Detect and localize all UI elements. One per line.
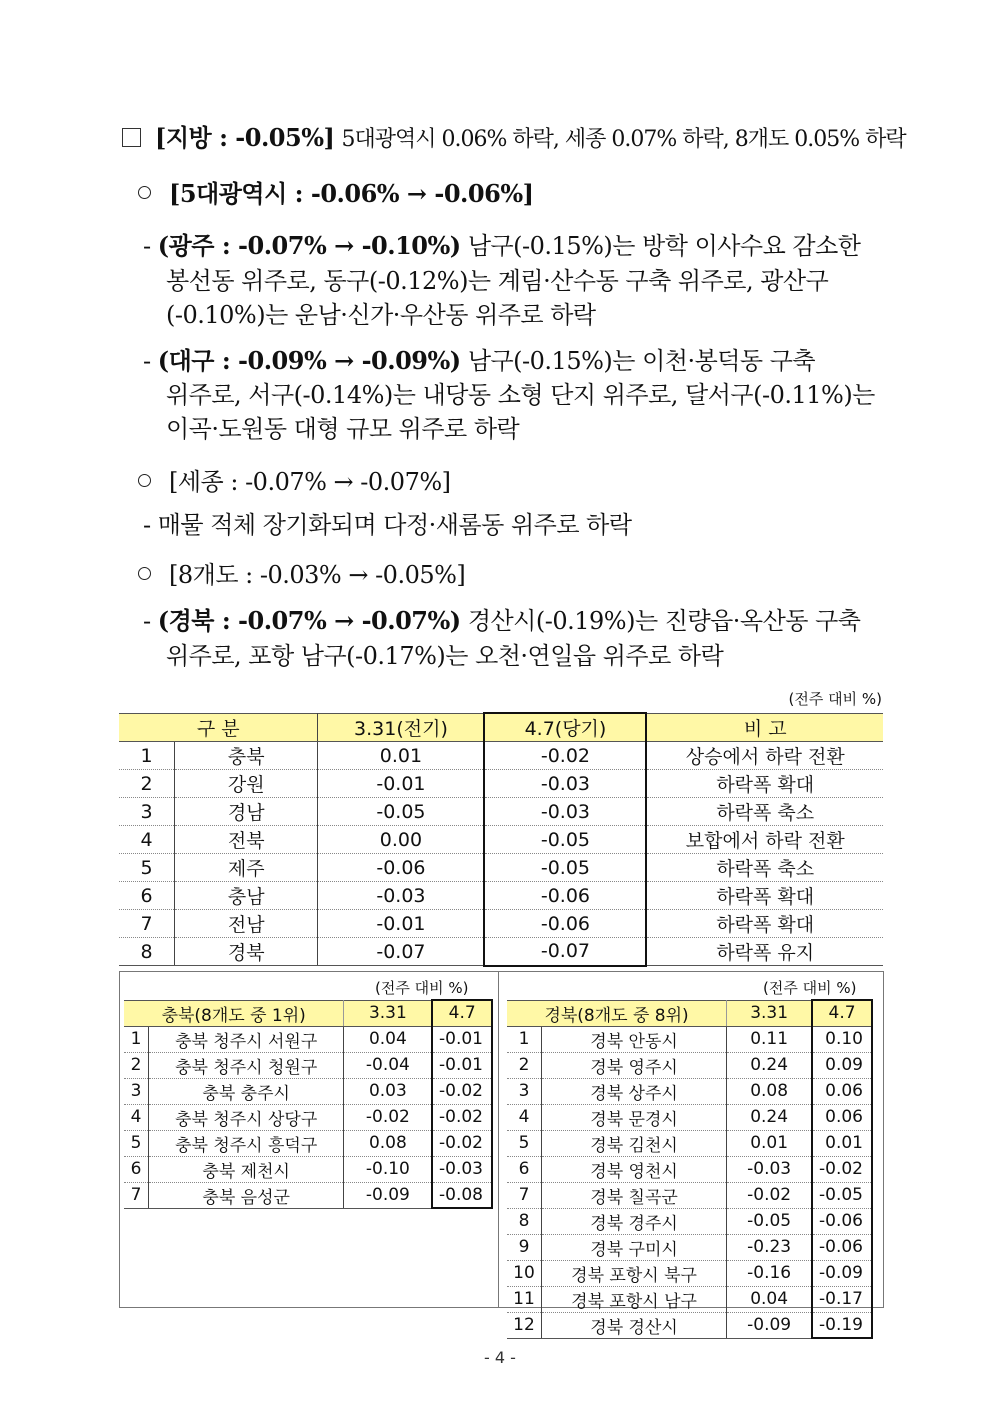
cell-rank: 4	[124, 1104, 149, 1130]
gwangju-line-1	[143, 226, 861, 261]
cell-prev: -0.04	[344, 1052, 433, 1078]
table-header-row	[507, 1000, 872, 1026]
cell-note: 하락폭 확대	[646, 882, 883, 910]
cell-rank: 6	[124, 1156, 149, 1182]
cell-curr: -0.01	[432, 1026, 492, 1052]
section-metro-title: [5대광역시 : -0.06% → -0.06%]	[169, 179, 534, 208]
cell-prev: -0.02	[344, 1104, 433, 1130]
cell-prev: -0.05	[318, 798, 485, 826]
table-row	[507, 1260, 872, 1286]
cell-area: 충북 충주시	[149, 1078, 344, 1104]
cell-prev: -0.23	[727, 1234, 813, 1260]
table-row	[119, 910, 883, 938]
cell-curr: -0.02	[432, 1104, 492, 1130]
heading-line	[122, 118, 906, 153]
cell-area: 경북 상주시	[542, 1078, 727, 1104]
cell-curr: -0.05	[812, 1182, 872, 1208]
table-row	[124, 1156, 492, 1182]
cell-prev: 0.08	[727, 1078, 813, 1104]
cell-region: 강원	[175, 770, 318, 798]
gwangju-line-2: 봉선동 위주로, 동구(-0.12%)는 계림·산수동 구축 위주로, 광산구	[166, 267, 829, 295]
gwangju-line-3: (-0.10%)는 운남·신가·우산동 위주로 하락	[166, 301, 596, 329]
table-row	[119, 742, 883, 770]
cell-rank: 5	[119, 854, 175, 882]
table-row	[124, 1104, 492, 1130]
daegu-text-1: 남구(-0.15%)는 이천·봉덕동 구축	[467, 347, 816, 375]
circle-bullet-icon	[138, 474, 151, 487]
cell-prev: -0.01	[318, 910, 485, 938]
cell-note: 상승에서 하락 전환	[646, 742, 883, 770]
dash-bullet: -	[143, 511, 158, 539]
cell-prev: 0.00	[318, 826, 485, 854]
cell-region: 전북	[175, 826, 318, 854]
cell-curr: -0.02	[812, 1156, 872, 1182]
cell-rank: 5	[124, 1130, 149, 1156]
cell-curr: -0.06	[812, 1234, 872, 1260]
cell-curr: -0.09	[812, 1260, 872, 1286]
gyeongbuk-line-2: 위주로, 포항 남구(-0.17%)는 오천·연일읍 위주로 하락	[166, 642, 724, 670]
cell-prev: -0.07	[318, 938, 485, 966]
gwangju-text-1: 남구(-0.15%)는 방학 이사수요 감소한	[467, 232, 861, 260]
cell-curr: 0.06	[812, 1078, 872, 1104]
cell-curr: -0.08	[432, 1182, 492, 1208]
cell-curr: 0.01	[812, 1130, 872, 1156]
table-row	[124, 1052, 492, 1078]
cell-prev: -0.06	[318, 854, 485, 882]
section-sejong-title-line	[138, 462, 451, 497]
table-row	[507, 1052, 872, 1078]
section-provinces-title-line	[138, 555, 465, 590]
page-number: - 4 -	[484, 1348, 516, 1367]
cell-area: 경북 포항시 북구	[542, 1260, 727, 1286]
cell-curr: -0.06	[812, 1208, 872, 1234]
table-row	[119, 826, 883, 854]
cell-note: 하락폭 유지	[646, 938, 883, 966]
cell-rank: 7	[119, 910, 175, 938]
header-prev: 3.31(전기)	[318, 713, 485, 742]
cell-rank: 6	[507, 1156, 542, 1182]
table-header-row	[124, 1000, 492, 1026]
table-row	[507, 1182, 872, 1208]
cell-rank: 10	[507, 1260, 542, 1286]
cell-prev: -0.02	[727, 1182, 813, 1208]
cell-region: 충북	[175, 742, 318, 770]
cell-curr: -0.05	[484, 826, 646, 854]
cell-area: 경북 영천시	[542, 1156, 727, 1182]
header-area: 충북(8개도 중 1위)	[124, 1000, 344, 1026]
cell-region: 경북	[175, 938, 318, 966]
cell-note: 하락폭 축소	[646, 798, 883, 826]
cell-area: 충북 청주시 서원구	[149, 1026, 344, 1052]
cell-rank: 3	[507, 1078, 542, 1104]
cell-curr: -0.06	[484, 882, 646, 910]
cell-area: 경북 구미시	[542, 1234, 727, 1260]
cell-prev: 0.24	[727, 1052, 813, 1078]
table-row	[507, 1286, 872, 1312]
cell-area: 충북 청주시 청원구	[149, 1052, 344, 1078]
dash-bullet: -	[143, 232, 158, 260]
header-curr: 4.7	[432, 1000, 492, 1026]
cell-curr: -0.06	[484, 910, 646, 938]
cell-region: 전남	[175, 910, 318, 938]
cell-area: 충북 제천시	[149, 1156, 344, 1182]
header-note: 비 고	[646, 713, 883, 742]
cell-prev: -0.09	[727, 1312, 813, 1338]
cell-curr: -0.02	[484, 742, 646, 770]
heading-title: [지방 : -0.05%]	[155, 123, 335, 152]
daegu-line-3: 이곡·도원동 대형 규모 위주로 하락	[166, 415, 520, 443]
daegu-label: (대구 : -0.09% → -0.09%)	[157, 346, 461, 375]
gyeongbuk-table-unit: (전주 대비 %)	[763, 979, 857, 997]
table-row	[119, 938, 883, 966]
cell-area: 경북 경산시	[542, 1312, 727, 1338]
cell-rank: 7	[124, 1182, 149, 1208]
table-row	[119, 882, 883, 910]
cell-curr: -0.03	[484, 798, 646, 826]
circle-bullet-icon	[138, 567, 151, 580]
cell-curr: -0.03	[432, 1156, 492, 1182]
daegu-line-2: 위주로, 서구(-0.14%)는 내당동 소형 단지 위주로, 달서구(-0.11%)는	[166, 381, 875, 409]
header-curr: 4.7(당기)	[484, 713, 646, 742]
cell-area: 경북 칠곡군	[542, 1182, 727, 1208]
table-row	[119, 854, 883, 882]
header-curr: 4.7	[812, 1000, 872, 1026]
cell-rank: 2	[507, 1052, 542, 1078]
cell-region: 제주	[175, 854, 318, 882]
cell-rank: 8	[119, 938, 175, 966]
cell-rank: 9	[507, 1234, 542, 1260]
cell-area: 경북 경주시	[542, 1208, 727, 1234]
cell-rank: 3	[119, 798, 175, 826]
gyeongbuk-district-table	[507, 999, 873, 1339]
header-category: 구 분	[119, 713, 318, 742]
table-row	[507, 1130, 872, 1156]
chungbuk-table-unit: (전주 대비 %)	[375, 979, 469, 997]
cell-rank: 12	[507, 1312, 542, 1338]
cell-note: 하락폭 확대	[646, 770, 883, 798]
cell-prev: 0.03	[344, 1078, 433, 1104]
cell-prev: 0.01	[727, 1130, 813, 1156]
cell-prev: -0.10	[344, 1156, 433, 1182]
cell-rank: 11	[507, 1286, 542, 1312]
cell-area: 경북 김천시	[542, 1130, 727, 1156]
cell-prev: 0.24	[727, 1104, 813, 1130]
cell-area: 충북 청주시 흥덕구	[149, 1130, 344, 1156]
cell-prev: 0.08	[344, 1130, 433, 1156]
gyeongbuk-line-1	[143, 601, 861, 636]
cell-rank: 1	[507, 1026, 542, 1052]
header-prev: 3.31	[727, 1000, 813, 1026]
cell-area: 충북 음성군	[149, 1182, 344, 1208]
cell-curr: -0.03	[484, 770, 646, 798]
daegu-line-1	[143, 341, 815, 376]
table-row	[124, 1078, 492, 1104]
gyeongbuk-text-1: 경산시(-0.19%)는 진량읍·옥산동 구축	[467, 607, 861, 635]
gwangju-label: (광주 : -0.07% → -0.10%)	[157, 231, 461, 260]
table-row	[507, 1234, 872, 1260]
cell-rank: 1	[124, 1026, 149, 1052]
cell-area: 경북 문경시	[542, 1104, 727, 1130]
cell-rank: 6	[119, 882, 175, 910]
cell-curr: -0.05	[484, 854, 646, 882]
cell-rank: 3	[124, 1078, 149, 1104]
cell-curr: 0.06	[812, 1104, 872, 1130]
cell-region: 경남	[175, 798, 318, 826]
checkbox-icon	[122, 128, 141, 147]
table-row	[507, 1312, 872, 1338]
cell-prev: -0.01	[318, 770, 485, 798]
cell-rank: 1	[119, 742, 175, 770]
cell-note: 보합에서 하락 전환	[646, 826, 883, 854]
section-provinces-title: [8개도 : -0.03% → -0.05%]	[169, 561, 466, 589]
cell-prev: -0.09	[344, 1182, 433, 1208]
main-table-unit: (전주 대비 %)	[788, 690, 882, 708]
cell-area: 경북 영주시	[542, 1052, 727, 1078]
cell-curr: -0.02	[432, 1130, 492, 1156]
cell-rank: 2	[124, 1052, 149, 1078]
cell-curr: -0.17	[812, 1286, 872, 1312]
table-row	[507, 1026, 872, 1052]
section-metro-title-line	[138, 174, 533, 209]
cell-prev: 0.11	[727, 1026, 813, 1052]
cell-prev: 0.04	[727, 1286, 813, 1312]
sejong-text: 매물 적체 장기화되며 다정·새롬동 위주로 하락	[157, 511, 632, 539]
table-row	[507, 1078, 872, 1104]
table-row	[124, 1130, 492, 1156]
cell-area: 충북 청주시 상당구	[149, 1104, 344, 1130]
cell-curr: -0.07	[484, 938, 646, 966]
table-row	[119, 770, 883, 798]
cell-region: 충남	[175, 882, 318, 910]
cell-rank: 2	[119, 770, 175, 798]
header-area: 경북(8개도 중 8위)	[507, 1000, 727, 1026]
cell-prev: -0.05	[727, 1208, 813, 1234]
cell-prev: -0.03	[318, 882, 485, 910]
table-row	[507, 1104, 872, 1130]
table-row	[124, 1182, 492, 1208]
cell-prev: 0.01	[318, 742, 485, 770]
cell-rank: 4	[507, 1104, 542, 1130]
dash-bullet: -	[143, 607, 158, 635]
header-prev: 3.31	[344, 1000, 433, 1026]
cell-prev: 0.04	[344, 1026, 433, 1052]
heading-summary: 5대광역시 0.06% 하락, 세종 0.07% 하락, 8개도 0.05% 하락	[341, 127, 906, 152]
cell-curr: -0.01	[432, 1052, 492, 1078]
cell-curr: 0.10	[812, 1026, 872, 1052]
cell-rank: 8	[507, 1208, 542, 1234]
sejong-line-1	[143, 505, 632, 540]
table-row	[119, 798, 883, 826]
circle-bullet-icon	[138, 186, 151, 199]
cell-rank: 7	[507, 1182, 542, 1208]
gyeongbuk-label: (경북 : -0.07% → -0.07%)	[157, 606, 461, 635]
cell-prev: -0.16	[727, 1260, 813, 1286]
cell-note: 하락폭 확대	[646, 910, 883, 938]
table-row	[507, 1208, 872, 1234]
cell-rank: 4	[119, 826, 175, 854]
cell-area: 경북 안동시	[542, 1026, 727, 1052]
table-header-row	[119, 713, 883, 742]
section-sejong-title: [세종 : -0.07% → -0.07%]	[169, 468, 451, 496]
table-row	[124, 1026, 492, 1052]
cell-note: 하락폭 축소	[646, 854, 883, 882]
cell-curr: -0.19	[812, 1312, 872, 1338]
chungbuk-district-table	[124, 999, 493, 1209]
cell-rank: 5	[507, 1130, 542, 1156]
cell-prev: -0.03	[727, 1156, 813, 1182]
cell-area: 경북 포항시 남구	[542, 1286, 727, 1312]
cell-curr: -0.02	[432, 1078, 492, 1104]
cell-curr: 0.09	[812, 1052, 872, 1078]
province-ranking-table	[119, 712, 883, 967]
dash-bullet: -	[143, 347, 158, 375]
table-row	[507, 1156, 872, 1182]
